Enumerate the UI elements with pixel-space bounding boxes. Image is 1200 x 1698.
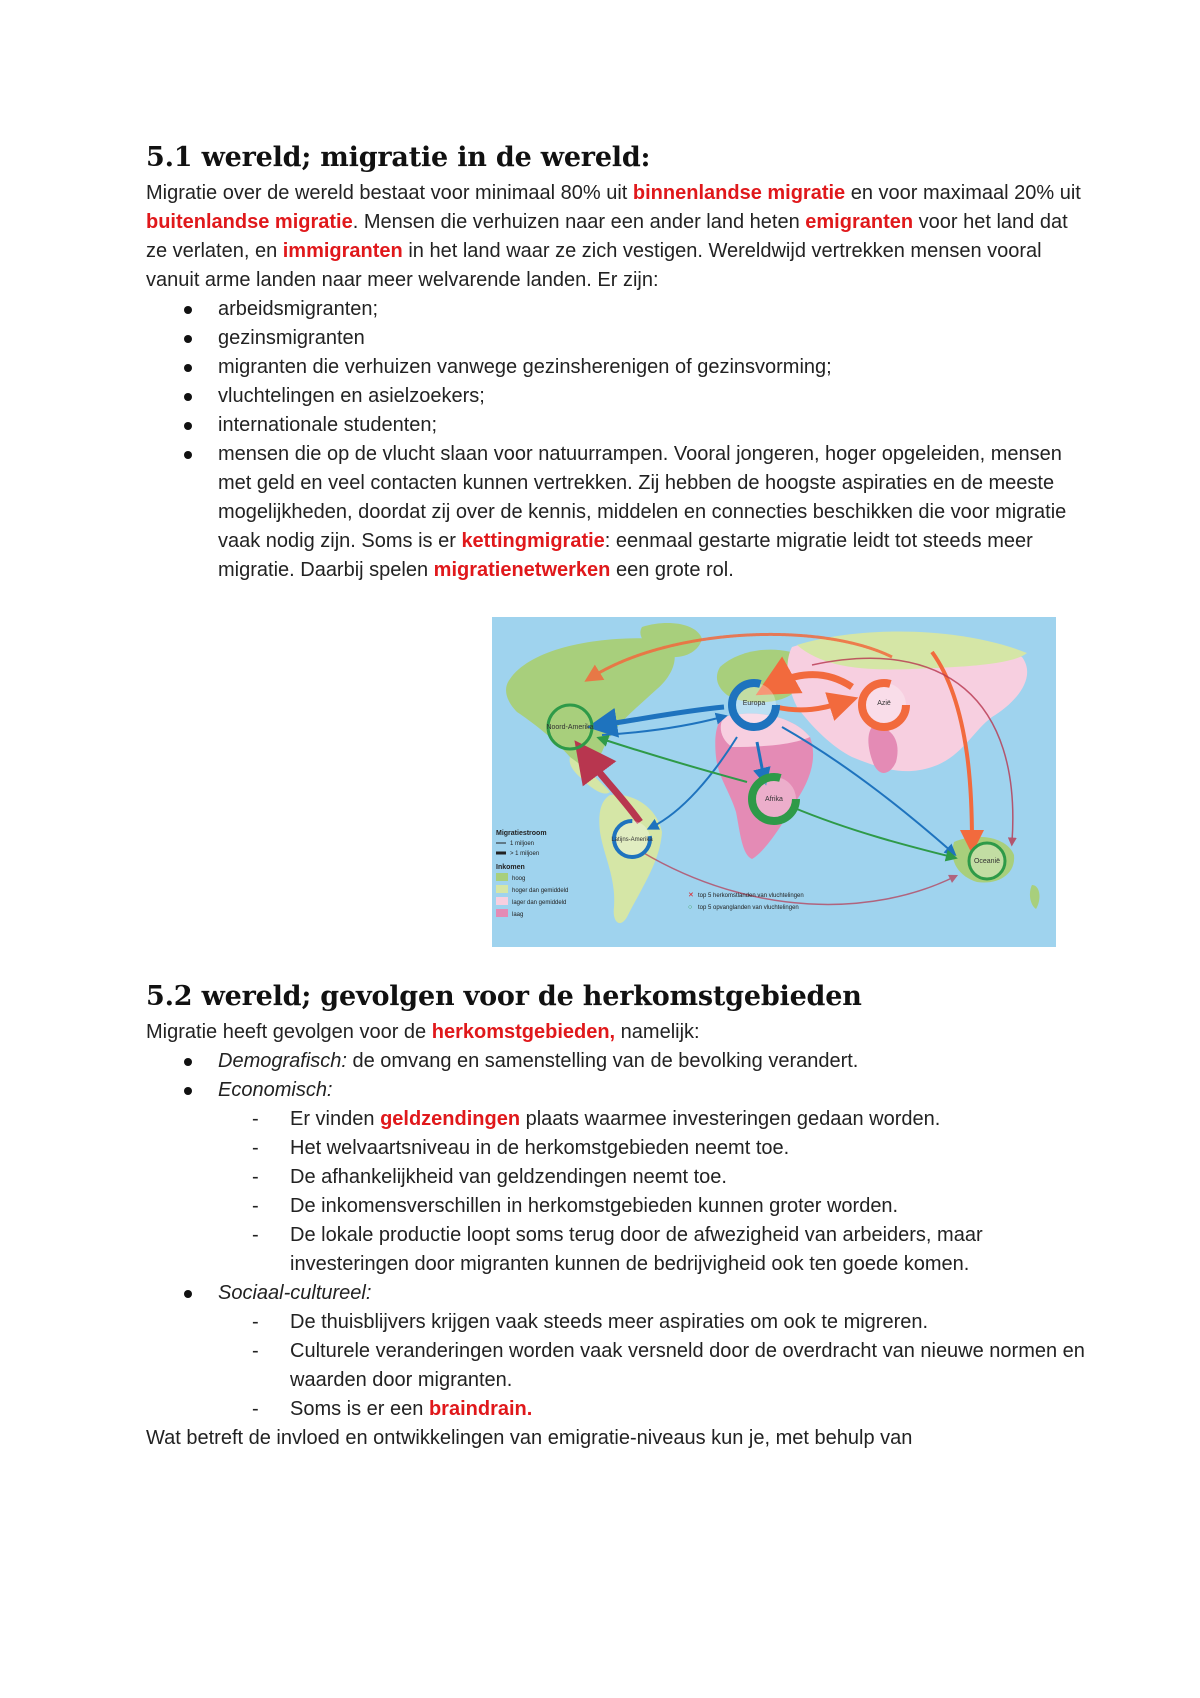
sublist-item: - De afhankelijkheid van geldzendingen neemt toe. <box>290 1163 1086 1192</box>
list-item: vluchtelingen en asielzoekers; <box>218 382 1086 411</box>
legend-income-title: Inkomen <box>496 864 525 871</box>
legend-small: 1 miljoen <box>510 841 535 847</box>
section-2-intro <box>146 1018 1086 1047</box>
label-demografisch: Demografisch: <box>218 1050 347 1072</box>
migration-world-map <box>492 617 1056 947</box>
consequences-list <box>146 1047 1086 1424</box>
list-item <box>218 440 1086 585</box>
sublist-item <box>290 1395 1086 1424</box>
legend-income-lower: lager dan gemiddeld <box>512 900 567 906</box>
legend-top5-origin: top 5 herkomstlanden van vluchtelingen <box>698 893 804 899</box>
region-label-sa: Latijns-Amerika <box>611 837 653 843</box>
keyword-buitenlandse-migratie: buitenlandse migratie <box>146 211 353 233</box>
demo-text: de omvang en samenstelling van de bevolking verandert. <box>346 1050 859 1072</box>
econ-text-2: plaats waarmee investeringen gedaan worden. <box>520 1108 941 1130</box>
intro-text-4: voor het land dat ze verlaten, en <box>146 211 1068 262</box>
legend-income-upper: hoger dan gemiddeld <box>512 888 569 894</box>
label-economisch: Economisch: <box>218 1079 333 1101</box>
intro-text-end: namelijk: <box>615 1021 700 1043</box>
section-heading-5-2: 5.2 wereld; gevolgen voor de herkomstgebieden <box>146 981 862 1012</box>
label-sociaal-cultureel: Sociaal-cultureel: <box>218 1282 372 1304</box>
keyword-binnenlandse-migratie: binnenlandse migratie <box>632 182 846 204</box>
region-label-na: Noord-Amerika <box>546 724 594 731</box>
list-item: migranten die verhuizen vanwege gezinsherenigen of gezinsvorming; <box>218 353 1086 382</box>
intro-text-1: Migratie over de wereld bestaat voor minimaal 80% uit <box>146 182 633 204</box>
sublist-item: - Culturele veranderingen worden vaak versneld door de overdracht van nieuwe normen en waarden door migranten. <box>290 1337 1086 1395</box>
svg-text:○: ○ <box>688 904 693 911</box>
sublist-item: - De lokale productie loopt soms terug door de afwezigheid van arbeiders, maar investeringen door migranten kunnen de bedrijvigheid ook ten goede komen. <box>290 1221 1086 1279</box>
section-heading-5-1: 5.1 wereld; migratie in de wereld: <box>146 142 651 173</box>
region-label-eu: Europa <box>742 700 766 707</box>
keyword-herkomstgebieden: herkomstgebieden, <box>431 1021 616 1043</box>
intro-text: Migratie heeft gevolgen voor de <box>146 1021 432 1043</box>
keyword-kettingmigratie: kettingmigratie <box>461 530 605 552</box>
keyword-immigranten: immigranten <box>282 240 403 262</box>
bullet-text-1: mensen die op de vlucht slaan voor natuurrampen. Vooral jongeren, hoger opgeleiden, mensen met geld en veel contacten kunnen vertrekken. Zij hebben de hoogste aspiraties en de meeste mogelijkheden, doordat zij over de kennis, middelen en connecties beschikken die voor migratie vaak nodig zijn. Soms is er <box>218 443 1067 552</box>
closing-paragraph: Wat betreft de invloed en ontwikkelingen van emigratie-niveaus kun je, met behulp van <box>146 1427 913 1449</box>
region-label-as: Azië <box>877 700 891 707</box>
list-item: arbeidsmigranten; <box>218 295 1086 324</box>
sublist-item: - De thuisblijvers krijgen vaak steeds meer aspiraties om ook te migreren. <box>290 1308 1086 1337</box>
region-label-oc: Oceanië <box>973 858 1001 865</box>
intro-text-3: . Mensen die verhuizen naar een ander land heten <box>352 211 806 233</box>
sublist-item: - Het welvaartsniveau in de herkomstgebieden neemt toe. <box>290 1134 1086 1163</box>
bullet-text-2: : eenmaal gestarte migratie leidt tot steeds meer migratie. Daarbij spelen <box>218 530 1033 581</box>
legend-income-high: hoog <box>512 876 526 882</box>
econ-text-1: Er vinden <box>290 1108 381 1130</box>
legend-income-low: laag <box>512 912 524 918</box>
keyword-braindrain: braindrain. <box>428 1398 533 1420</box>
economic-sublist <box>218 1105 1086 1279</box>
keyword-geldzendingen: geldzendingen <box>380 1108 521 1130</box>
intro-text-2: en voor maximaal 20% uit <box>845 182 1081 204</box>
legend-top5-host: top 5 opvanglanden van vluchtelingen <box>698 905 799 911</box>
keyword-migratienetwerken: migratienetwerken <box>433 559 611 581</box>
legend-large: > 1 miljoen <box>510 851 540 857</box>
list-item: internationale studenten; <box>218 411 1086 440</box>
soc-text: Soms is er een <box>290 1398 429 1420</box>
bullet-text-3: een grote rol. <box>610 559 734 581</box>
sublist-item: - De inkomensverschillen in herkomstgebieden kunnen groter worden. <box>290 1192 1086 1221</box>
migrant-types-list <box>146 295 1086 585</box>
document-content <box>146 142 1086 1453</box>
list-item-demografisch <box>218 1047 1086 1076</box>
sublist-item <box>290 1105 1086 1134</box>
list-item-economisch <box>218 1076 1086 1279</box>
region-label-af: Afrika <box>765 796 783 803</box>
list-item-sociaal-cultureel <box>218 1279 1086 1424</box>
legend-title: Migratiestroom <box>496 830 547 837</box>
section-1-intro <box>146 179 1086 295</box>
list-item: gezinsmigranten <box>218 324 1086 353</box>
intro-text-5: in het land waar ze zich vestigen. Wereldwijd vertrekken mensen vooral vanuit arme landen naar meer welvarende landen. Er zijn: <box>146 240 1042 291</box>
keyword-emigranten: emigranten <box>805 211 914 233</box>
social-sublist <box>218 1308 1086 1424</box>
section-5-2 <box>146 981 1086 1453</box>
svg-text:✕: ✕ <box>688 892 694 899</box>
